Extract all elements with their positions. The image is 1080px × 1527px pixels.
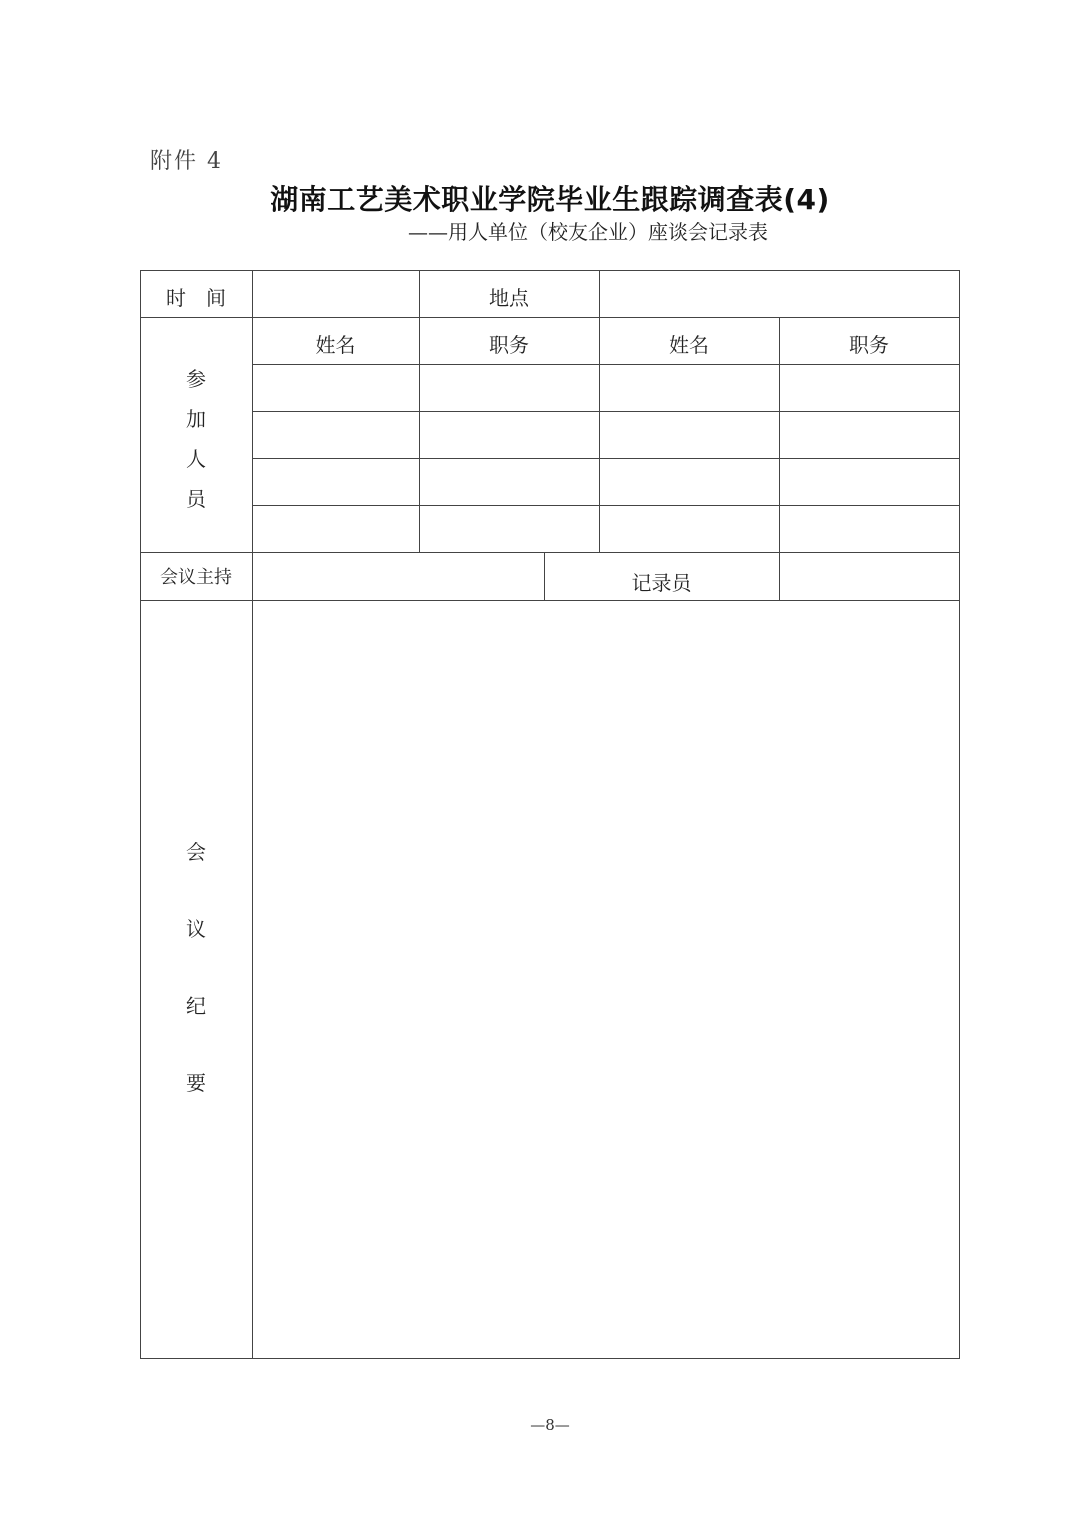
location-value[interactable] [600, 270, 959, 317]
participant-cell[interactable] [420, 506, 599, 552]
participant-name-header: 姓名 [669, 333, 709, 357]
participant-cell[interactable] [780, 365, 959, 411]
participants-label-char: 人 [186, 447, 206, 471]
time-value[interactable] [253, 270, 419, 317]
minutes-content-area[interactable] [253, 601, 959, 1358]
page-number: —8— [530, 1416, 570, 1434]
participant-cell[interactable] [600, 412, 779, 458]
participant-position-header: 职务 [849, 333, 889, 357]
minutes-label-char: 要 [186, 1071, 206, 1095]
participant-cell[interactable] [600, 365, 779, 411]
participants-label [140, 363, 252, 512]
participant-cell[interactable] [780, 459, 959, 505]
minutes-label-char: 议 [186, 917, 206, 941]
form-title: 湖南工艺美术职业学院毕业生跟踪调查表(4) [270, 183, 830, 216]
participant-cell[interactable] [420, 365, 599, 411]
participant-cell[interactable] [420, 412, 599, 458]
host-label: 会议主持 [160, 567, 232, 588]
participant-cell[interactable] [253, 459, 419, 505]
participant-cell[interactable] [420, 459, 599, 505]
host-value[interactable] [253, 553, 544, 600]
participant-cell[interactable] [253, 365, 419, 411]
form-subtitle: ——用人单位（校友企业）座谈会记录表 [408, 220, 768, 244]
participant-cell[interactable] [780, 412, 959, 458]
participant-name-header: 姓名 [315, 333, 356, 357]
participant-cell[interactable] [600, 459, 779, 505]
time-label: 时 间 [166, 286, 226, 310]
participants-label-char: 参 [186, 367, 206, 391]
recorder-value[interactable] [780, 553, 959, 600]
participant-cell[interactable] [253, 506, 419, 552]
participant-position-header: 职务 [489, 333, 529, 357]
minutes-label-char: 会 [186, 840, 206, 864]
table-border-right [959, 270, 960, 1359]
participant-cell[interactable] [780, 506, 959, 552]
location-label: 地点 [489, 286, 529, 310]
participants-label-char: 加 [186, 407, 206, 431]
participants-label-char: 员 [186, 487, 206, 511]
attachment-label: 附件 4 [150, 149, 223, 174]
meeting-record-table [140, 270, 960, 1359]
minutes-label [140, 836, 252, 1096]
minutes-label-char: 纪 [186, 994, 206, 1018]
table-border-bottom [140, 1358, 960, 1359]
participant-cell[interactable] [253, 412, 419, 458]
participant-cell[interactable] [600, 506, 779, 552]
recorder-label: 记录员 [631, 570, 692, 595]
